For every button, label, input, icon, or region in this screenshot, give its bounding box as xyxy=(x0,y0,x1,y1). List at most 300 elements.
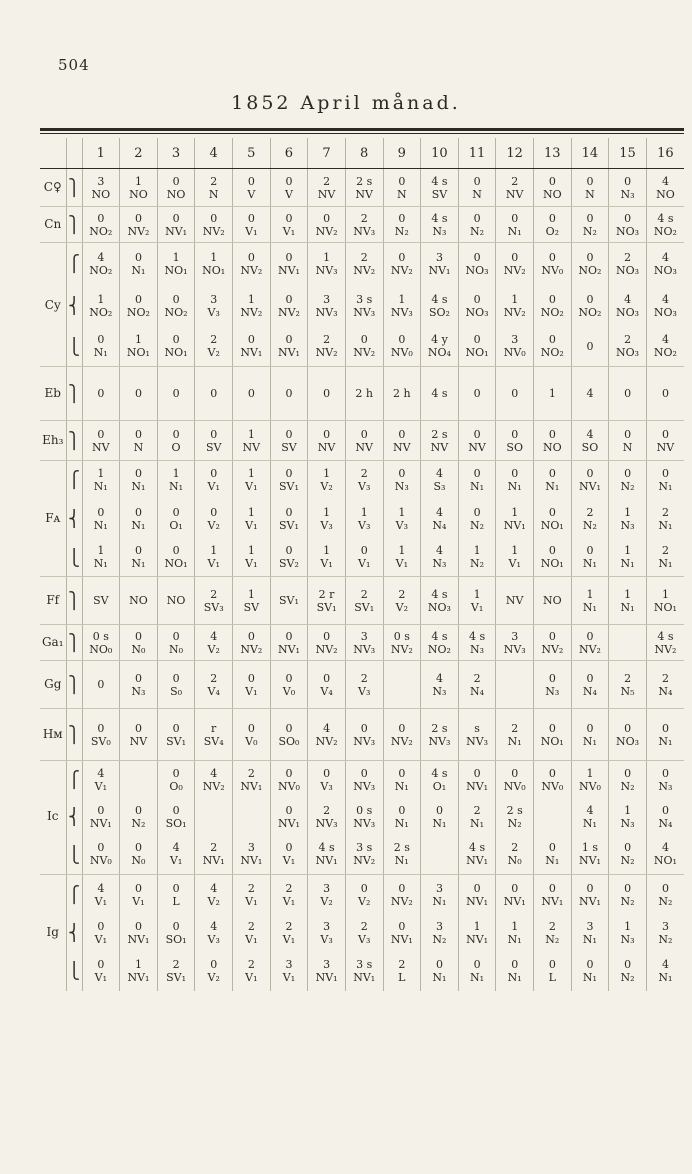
brace-mark: ⎨ xyxy=(66,499,82,539)
cell-value: 0 xyxy=(586,292,594,306)
cell-value: 0 xyxy=(511,387,519,400)
cell-wind: NV xyxy=(355,440,373,454)
cell-value: 4 xyxy=(586,803,594,817)
station-label: Ga₁ xyxy=(40,625,66,661)
observation-cell xyxy=(609,285,647,327)
cell-value: 0 s xyxy=(356,803,373,817)
observation-cell xyxy=(233,915,271,951)
cell-value: 0 xyxy=(511,427,519,441)
cell-value: 0 xyxy=(661,721,669,735)
cell-wind: NV₀ xyxy=(541,263,564,277)
cell-value: 4 xyxy=(97,766,105,780)
cell-wind: V₁ xyxy=(508,557,521,571)
cell-value: 0 xyxy=(511,766,519,780)
cell-value: 0 xyxy=(134,841,142,855)
observation-cell xyxy=(120,207,158,243)
observation-cell xyxy=(195,421,233,461)
cell-value: 4 xyxy=(97,250,105,264)
cell-wind: L xyxy=(172,894,180,908)
observation-cell xyxy=(421,243,459,285)
cell-wind: N₁ xyxy=(432,894,447,908)
station-label: Cn xyxy=(40,207,66,243)
cell-value: 0 xyxy=(323,766,331,780)
cell-wind: N₁ xyxy=(470,479,485,493)
observation-cell xyxy=(421,285,459,327)
cell-wind: N₃ xyxy=(131,684,146,698)
cell-value: 0 xyxy=(172,881,180,895)
observation-cell xyxy=(157,625,195,661)
cell-value: 0 xyxy=(548,841,556,855)
cell-wind: L xyxy=(398,970,406,984)
cell-value: 0 xyxy=(511,466,519,480)
cell-wind: V₂ xyxy=(395,600,408,614)
cell-value: 1 xyxy=(323,544,331,558)
cell-value: 2 xyxy=(247,919,255,933)
observation-cell xyxy=(195,625,233,661)
cell-value: 0 s xyxy=(92,629,109,643)
observation-cell xyxy=(646,875,684,915)
observation-cell xyxy=(82,625,120,661)
station-label xyxy=(40,875,66,915)
observation-cell xyxy=(345,875,383,915)
cell-value: 0 xyxy=(473,250,481,264)
observation-cell xyxy=(82,207,120,243)
table-row xyxy=(40,915,684,951)
cell-value: 0 xyxy=(360,544,368,558)
cell-value: 0 xyxy=(134,505,142,519)
observation-cell xyxy=(270,799,308,835)
observation-cell xyxy=(646,169,684,207)
cell-wind: N₁ xyxy=(394,816,409,830)
cell-value: 0 xyxy=(548,292,556,306)
observation-cell xyxy=(534,539,572,577)
observation-cell xyxy=(195,761,233,799)
observation-cell xyxy=(609,539,647,577)
cell-value: 0 xyxy=(247,721,255,735)
cell-wind: N₃ xyxy=(432,224,447,238)
cell-wind: S₀ xyxy=(170,684,183,698)
cell-value: 1 xyxy=(624,544,632,558)
cell-value: 2 s xyxy=(431,721,448,735)
observation-cell xyxy=(233,499,271,539)
cell-wind: NV₁ xyxy=(89,816,112,830)
observation-cell xyxy=(571,285,609,327)
cell-wind: N₂ xyxy=(620,894,635,908)
observation-cell xyxy=(646,709,684,761)
cell-wind: V₀ xyxy=(282,684,296,698)
cell-value: 0 xyxy=(473,427,481,441)
cell-wind: NO₃ xyxy=(616,305,640,319)
observation-cell xyxy=(646,539,684,577)
cell-wind: SO xyxy=(506,440,523,454)
observation-cell xyxy=(496,243,534,285)
cell-value: 0 xyxy=(624,174,632,188)
cell-wind: NV₃ xyxy=(315,263,338,277)
observation-cell xyxy=(496,169,534,207)
observation-cell xyxy=(383,285,421,327)
cell-value: 4 xyxy=(435,671,443,685)
table-row xyxy=(40,951,684,991)
cell-value: 0 xyxy=(548,629,556,643)
cell-value: 0 xyxy=(134,629,142,643)
cell-wind: NV₃ xyxy=(353,734,376,748)
cell-value: 1 xyxy=(398,292,406,306)
cell-value: 0 xyxy=(473,211,481,225)
observation-cell xyxy=(646,499,684,539)
day-column-header: 1 xyxy=(82,138,120,169)
table-row xyxy=(40,207,684,243)
cell-value: 0 xyxy=(210,427,218,441)
header-rule-thin xyxy=(40,133,684,134)
cell-value: 2 xyxy=(360,919,368,933)
observation-cell xyxy=(458,915,496,951)
observation-cell xyxy=(157,367,195,421)
cell-value: 0 xyxy=(323,629,331,643)
cell-value: 0 xyxy=(210,211,218,225)
cell-value: 0 xyxy=(624,881,632,895)
cell-wind: NV₃ xyxy=(466,734,489,748)
station-label: Ff xyxy=(40,577,66,625)
observation-cell xyxy=(383,207,421,243)
cell-value: 0 xyxy=(285,333,293,347)
cell-value: 0 xyxy=(661,466,669,480)
cell-value: 0 xyxy=(360,881,368,895)
observation-cell xyxy=(609,799,647,835)
observation-cell xyxy=(82,577,120,625)
cell-value: 0 xyxy=(398,803,406,817)
cell-value: 4 s xyxy=(468,629,486,643)
cell-value: 0 xyxy=(323,671,331,685)
cell-value: 0 xyxy=(548,671,556,685)
observation-cell xyxy=(571,915,609,951)
observation-cell xyxy=(534,461,572,499)
brace-mark: ⎫ xyxy=(66,207,82,243)
cell-value: 2 xyxy=(210,671,218,685)
cell-value: 3 xyxy=(285,957,293,971)
cell-value: 0 xyxy=(360,333,368,347)
cell-value: 2 xyxy=(285,919,293,933)
observation-cell xyxy=(233,951,271,991)
table-row xyxy=(40,799,684,835)
cell-wind: V₁ xyxy=(358,557,371,571)
cell-value: 0 xyxy=(548,211,556,225)
cell-value: 0 xyxy=(624,211,632,225)
cell-value: 0 xyxy=(661,881,669,895)
cell-value: 0 xyxy=(210,387,218,400)
cell-value: 0 xyxy=(285,671,293,685)
cell-value: 0 xyxy=(586,721,594,735)
cell-value: 0 xyxy=(624,466,632,480)
cell-wind: NO₄ xyxy=(427,346,451,360)
cell-value: 2 xyxy=(172,957,180,971)
cell-value: 0 xyxy=(247,174,255,188)
cell-value: 1 xyxy=(247,505,255,519)
cell-wind: NO₃ xyxy=(653,263,677,277)
cell-value: 0 xyxy=(285,250,293,264)
cell-wind: SV xyxy=(243,600,260,614)
cell-wind: V₁ xyxy=(169,854,183,868)
cell-value: 0 xyxy=(586,466,594,480)
cell-value: 1 xyxy=(172,466,180,480)
cell-value: 0 xyxy=(97,721,105,735)
observation-cell xyxy=(345,709,383,761)
cell-wind: V₃ xyxy=(358,518,371,532)
cell-value: 0 xyxy=(398,466,406,480)
cell-value: 3 xyxy=(210,292,218,306)
brace-mark: ⎨ xyxy=(66,285,82,327)
cell-value: 4 xyxy=(210,881,218,895)
observation-cell xyxy=(270,421,308,461)
cell-value: 2 s xyxy=(431,427,448,441)
cell-value: 0 xyxy=(285,629,293,643)
cell-value: 0 xyxy=(586,881,594,895)
cell-wind: NV₂ xyxy=(240,263,263,277)
observation-cell xyxy=(120,761,158,799)
observation-cell xyxy=(496,761,534,799)
cell-value: 0 xyxy=(247,250,255,264)
observation-cell xyxy=(308,461,346,499)
cell-value: 0 xyxy=(360,427,368,441)
cell-wind: N₁ xyxy=(658,557,673,571)
observation-cell xyxy=(157,169,195,207)
cell-wind: NO₁ xyxy=(465,346,489,360)
observation-cell xyxy=(157,875,195,915)
cell-wind: SV₀ xyxy=(90,734,111,748)
cell-value: 2 xyxy=(285,881,293,895)
cell-value: 0 xyxy=(134,250,142,264)
cell-wind: NV₃ xyxy=(353,816,376,830)
cell-wind: N₃ xyxy=(620,518,635,532)
cell-value: 1 xyxy=(398,505,406,519)
cell-value: 0 xyxy=(172,174,180,188)
cell-wind: SV₁ xyxy=(278,518,299,532)
cell-value: 2 xyxy=(210,333,218,347)
table-row xyxy=(40,327,684,367)
table-row xyxy=(40,875,684,915)
cell-wind: N₂ xyxy=(582,224,597,238)
cell-wind: SO₂ xyxy=(428,305,450,319)
cell-value: 0 xyxy=(398,427,406,441)
observation-cell xyxy=(270,285,308,327)
cell-value: 2 xyxy=(210,587,218,601)
observation-cell xyxy=(646,367,684,421)
observation-cell xyxy=(82,421,120,461)
observation-cell xyxy=(345,421,383,461)
observation-cell xyxy=(571,625,609,661)
observation-cell xyxy=(496,499,534,539)
brace-mark: ⎩ xyxy=(66,835,82,875)
cell-wind: NO₃ xyxy=(427,600,451,614)
observation-cell xyxy=(534,243,572,285)
cell-wind: V₁ xyxy=(94,894,107,908)
cell-wind: NV₃ xyxy=(315,816,338,830)
cell-value: 0 xyxy=(548,466,556,480)
cell-wind: NO₁ xyxy=(540,557,564,571)
cell-wind: NV₂ xyxy=(127,224,150,238)
observation-cell xyxy=(571,207,609,243)
cell-wind: NV₃ xyxy=(353,779,376,793)
cell-value: 3 xyxy=(323,919,331,933)
cell-wind: NV₂ xyxy=(654,642,677,656)
cell-wind: SV₁ xyxy=(316,600,337,614)
observation-cell xyxy=(458,367,496,421)
cell-value: 2 xyxy=(210,841,218,855)
cell-wind: NO xyxy=(542,594,562,607)
cell-wind: NO₂ xyxy=(89,263,113,277)
observation-cell xyxy=(345,799,383,835)
header-blank xyxy=(40,138,66,169)
cell-wind: NV₁ xyxy=(240,854,263,868)
observation-cell xyxy=(270,761,308,799)
cell-value: 2 s xyxy=(506,803,523,817)
cell-value: 2 s xyxy=(393,841,410,855)
observation-cell xyxy=(571,709,609,761)
cell-wind: N₃ xyxy=(620,187,635,201)
observation-cell xyxy=(383,327,421,367)
cell-wind: N₁ xyxy=(582,557,597,571)
observation-cell xyxy=(646,327,684,367)
station-label: Eb xyxy=(40,367,66,421)
observation-cell xyxy=(157,709,195,761)
cell-value: 3 xyxy=(511,333,519,347)
cell-value: 0 xyxy=(134,671,142,685)
cell-value: 3 xyxy=(511,629,519,643)
cell-wind: NV₃ xyxy=(353,224,376,238)
cell-wind: SO₀ xyxy=(278,734,300,748)
station-label: Fᴀ xyxy=(45,511,61,525)
cell-value: 0 xyxy=(586,250,594,264)
cell-value: 0 xyxy=(548,427,556,441)
cell-value: 0 xyxy=(323,387,331,400)
table-row xyxy=(40,499,684,539)
observation-cell xyxy=(609,661,647,709)
cell-value: 4 xyxy=(435,466,443,480)
cell-wind: V xyxy=(284,187,293,201)
cell-wind: N₂ xyxy=(470,224,485,238)
cell-value: 1 xyxy=(247,544,255,558)
cell-value: 4 xyxy=(586,387,594,400)
station-rows xyxy=(40,169,684,991)
cell-value: 0 xyxy=(172,721,180,735)
cell-wind: NV₁ xyxy=(466,854,489,868)
observation-cell xyxy=(571,661,609,709)
cell-wind: NV₁ xyxy=(503,894,526,908)
cell-value: 2 xyxy=(548,919,556,933)
observation-cell xyxy=(421,367,459,421)
cell-value: 3 s xyxy=(356,957,373,971)
observation-cell xyxy=(157,915,195,951)
cell-wind: V₃ xyxy=(320,932,333,946)
cell-wind: N₁ xyxy=(658,734,673,748)
observation-cell xyxy=(458,243,496,285)
brace-mark: ⎫ xyxy=(66,367,82,421)
observation-cell xyxy=(571,835,609,875)
cell-wind: N₂ xyxy=(582,518,597,532)
table-row xyxy=(40,461,684,499)
cell-value: 0 xyxy=(398,881,406,895)
station-label xyxy=(40,461,66,499)
observation-cell xyxy=(195,577,233,625)
cell-value: 0 xyxy=(285,427,293,441)
day-column-header: 12 xyxy=(496,138,534,169)
observation-cell xyxy=(233,761,271,799)
cell-wind: NV₂ xyxy=(390,263,413,277)
brace-mark: ⎩ xyxy=(66,327,82,367)
observation-cell xyxy=(496,875,534,915)
observation-cell xyxy=(345,577,383,625)
day-column-header: 3 xyxy=(157,138,195,169)
observation-cell xyxy=(609,421,647,461)
cell-wind: V₁ xyxy=(245,970,258,984)
observation-cell xyxy=(534,661,572,709)
page-number: 504 xyxy=(58,56,90,74)
cell-wind: NO₂ xyxy=(427,642,451,656)
cell-wind: N₄ xyxy=(658,816,673,830)
cell-value: 0 xyxy=(97,505,105,519)
observation-cell xyxy=(421,207,459,243)
table-row xyxy=(40,577,684,625)
cell-wind: N₂ xyxy=(394,224,409,238)
cell-wind: V₄ xyxy=(207,684,220,698)
cell-wind: NV xyxy=(317,187,336,201)
observation-cell xyxy=(308,327,346,367)
cell-wind: NO₁ xyxy=(653,600,677,614)
cell-value: 3 xyxy=(435,881,443,895)
cell-wind: N₁ xyxy=(131,518,146,532)
cell-wind: N xyxy=(133,440,144,454)
cell-wind: O₀ xyxy=(169,779,183,793)
cell-wind: N₁ xyxy=(620,557,635,571)
station-label xyxy=(40,539,66,577)
cell-value: 3 xyxy=(323,292,331,306)
observation-cell xyxy=(345,951,383,991)
observation-cell xyxy=(233,207,271,243)
observation-cell xyxy=(345,461,383,499)
cell-value: 0 xyxy=(548,957,556,971)
cell-wind: NV₂ xyxy=(240,642,263,656)
cell-wind: SV xyxy=(431,187,448,201)
observation-cell xyxy=(496,327,534,367)
observation-cell xyxy=(534,499,572,539)
observation-cell xyxy=(458,835,496,875)
brace-mark: ⎧ xyxy=(66,761,82,799)
cell-value: 4 s xyxy=(431,174,448,188)
observation-cell xyxy=(534,875,572,915)
observation-cell xyxy=(233,327,271,367)
cell-value: 0 xyxy=(586,629,594,643)
observation-cell xyxy=(270,951,308,991)
observation-cell xyxy=(496,951,534,991)
observation-cell xyxy=(534,835,572,875)
cell-wind: NV₀ xyxy=(541,779,564,793)
cell-value: 0 xyxy=(285,505,293,519)
cell-value: 0 xyxy=(172,671,180,685)
cell-value: 2 xyxy=(661,505,669,519)
brace-mark: ⎩ xyxy=(66,539,82,577)
observation-cell xyxy=(609,243,647,285)
observation-cell xyxy=(82,761,120,799)
observation-cell xyxy=(120,421,158,461)
observation-cell xyxy=(157,421,195,461)
observation-cell xyxy=(157,835,195,875)
observation-cell xyxy=(496,577,534,625)
cell-value: 0 xyxy=(247,387,255,400)
cell-value: 4 s xyxy=(431,629,448,643)
observation-cell xyxy=(571,421,609,461)
day-column-header: 9 xyxy=(383,138,421,169)
cell-wind: N₄ xyxy=(582,684,597,698)
cell-value: 0 xyxy=(661,387,669,400)
